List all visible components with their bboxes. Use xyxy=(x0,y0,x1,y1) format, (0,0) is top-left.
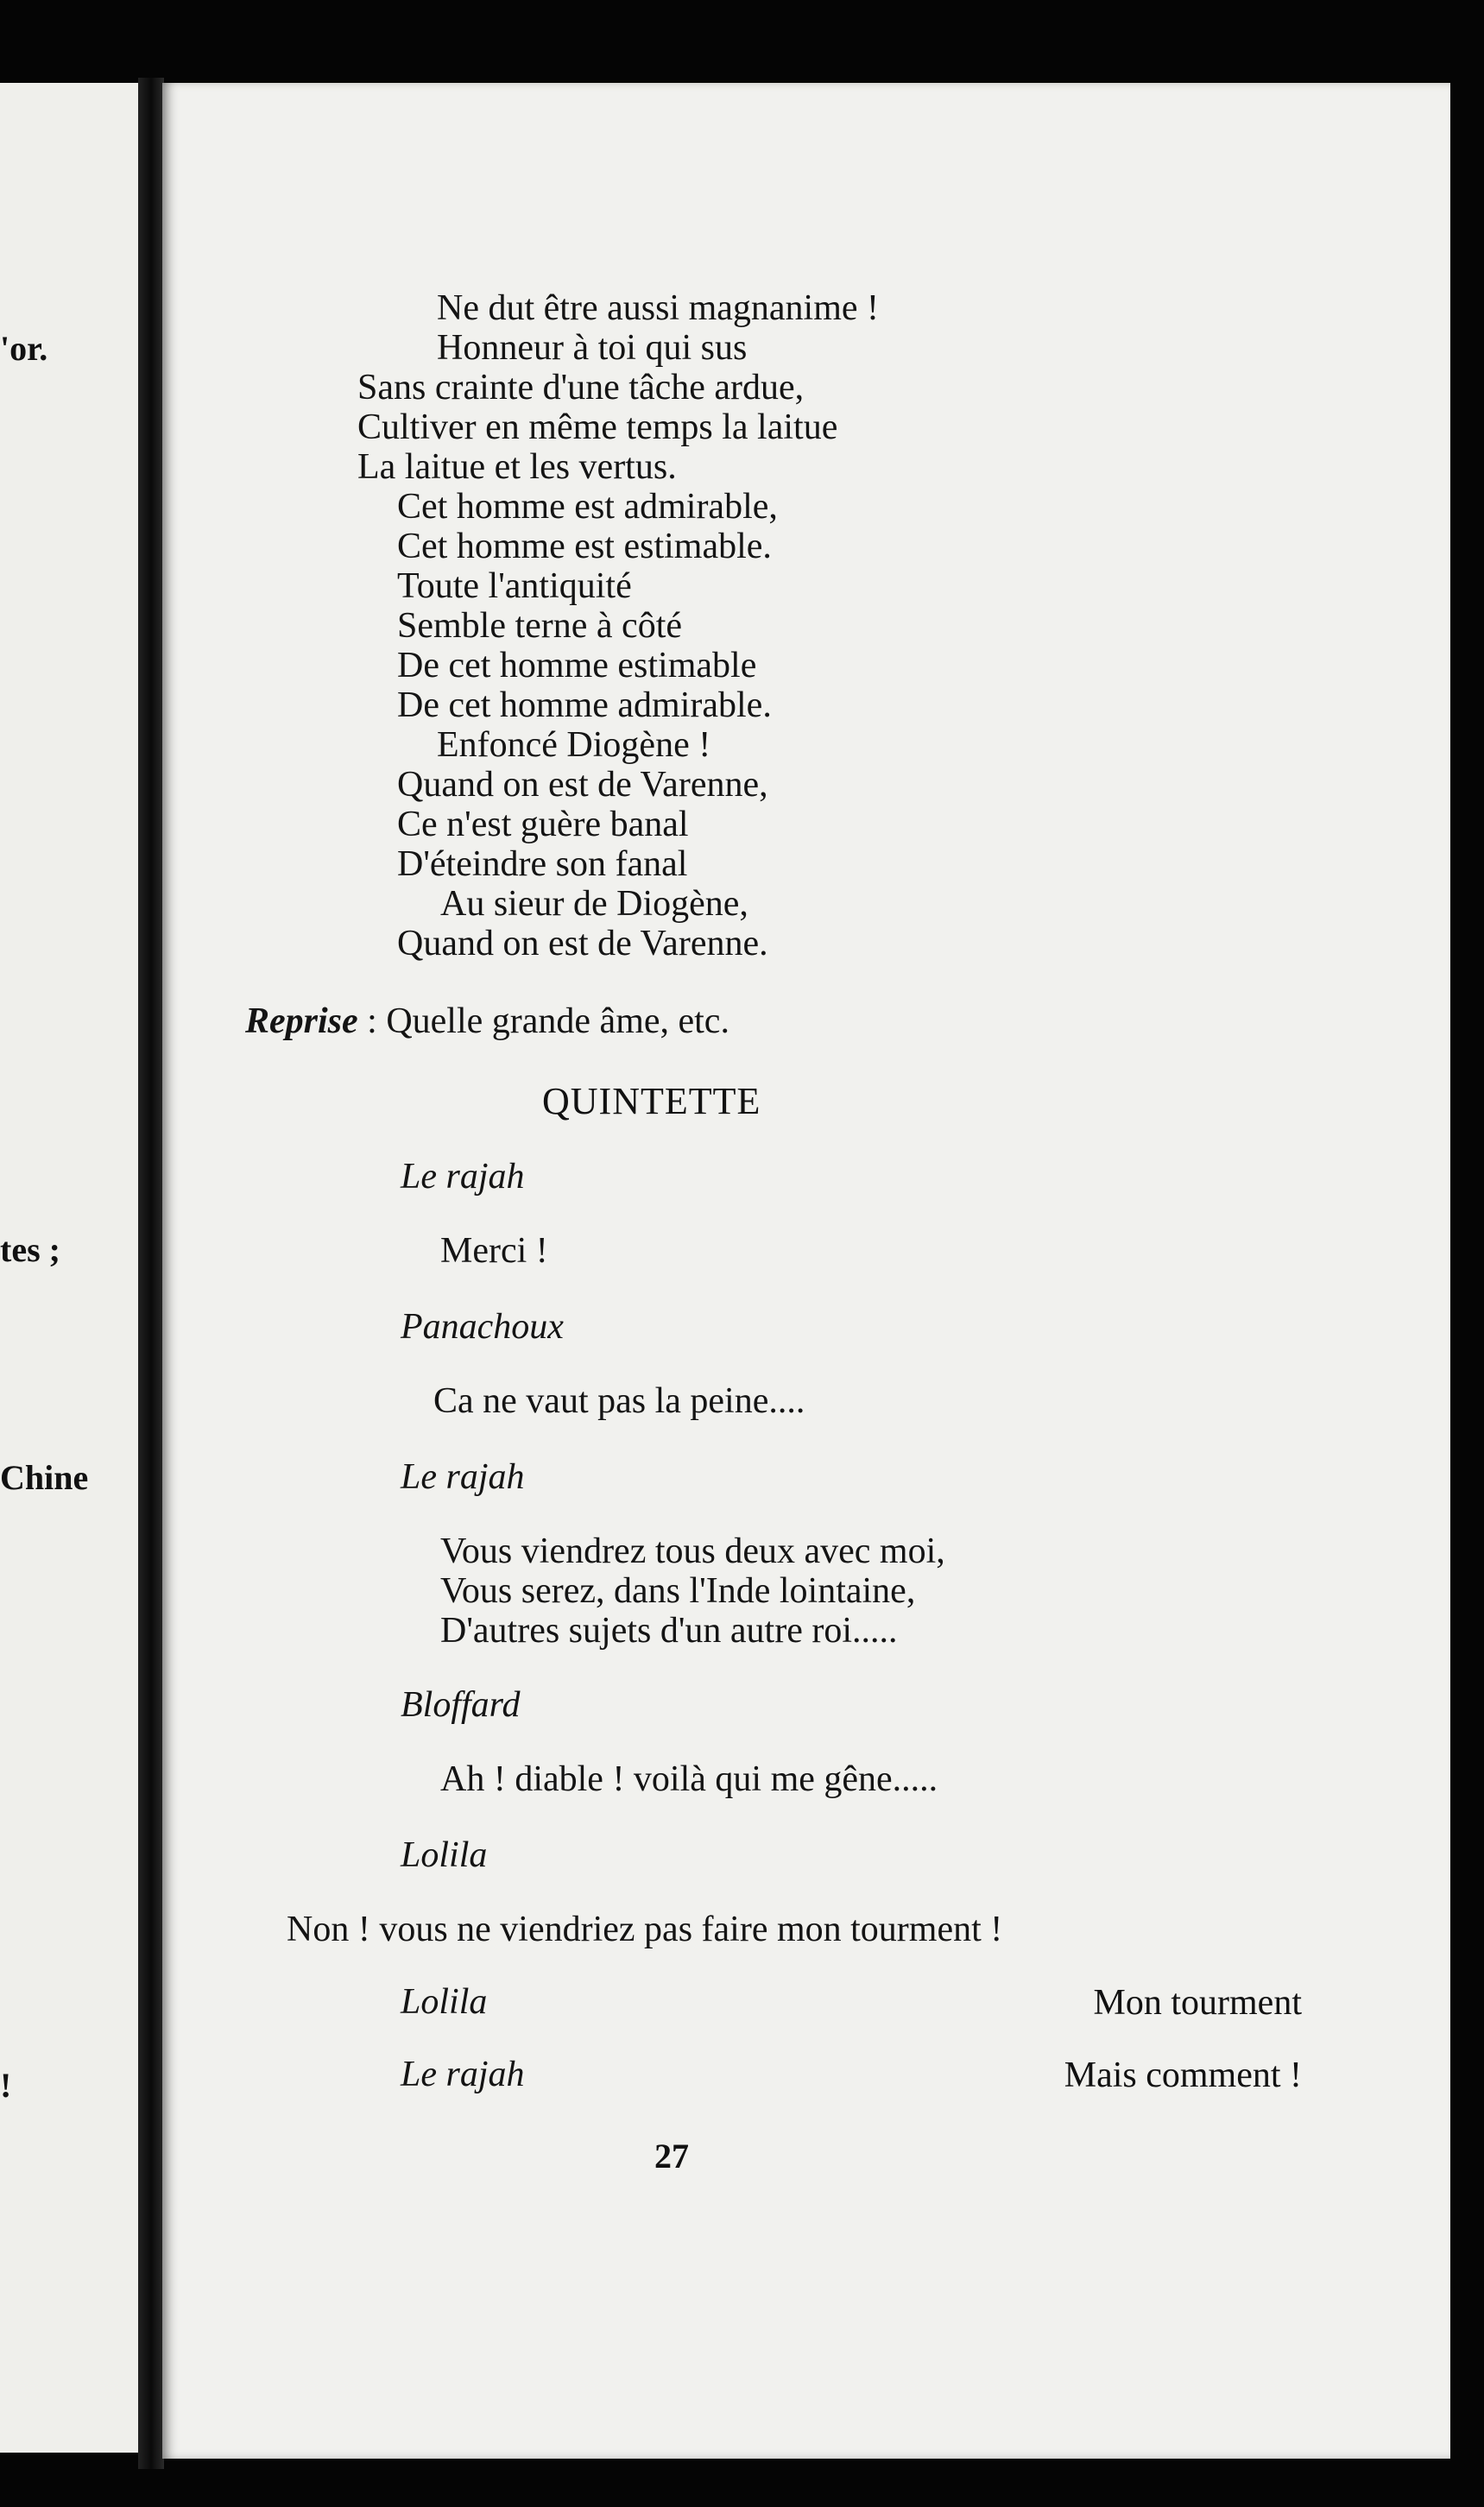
verse-line: Ne dut être aussi magnanime ! xyxy=(437,288,879,328)
speaker-name: Le rajah xyxy=(401,1457,525,1497)
verse-line: D'éteindre son fanal xyxy=(397,844,688,884)
verse-line: Enfoncé Diogène ! xyxy=(437,725,711,765)
dialogue-line: Mais comment ! xyxy=(1064,2055,1302,2095)
dialogue-line: Vous viendrez tous deux avec moi, xyxy=(440,1531,945,1571)
reprise-text: : Quelle grande âme, etc. xyxy=(367,1001,729,1041)
verse-line: Sans crainte d'une tâche ardue, xyxy=(357,368,805,407)
dialogue-line: Ca ne vaut pas la peine.... xyxy=(433,1381,805,1421)
dialogue-line: Non ! vous ne viendriez pas faire mon tourment ! xyxy=(287,1910,1003,1949)
prev-page-fragment: ! xyxy=(0,2066,12,2105)
prev-page-fragment: 'or. xyxy=(0,329,48,368)
speaker-name: Le rajah xyxy=(401,2055,525,2094)
reprise-label: Reprise xyxy=(245,1001,358,1041)
book-page xyxy=(162,83,1450,2459)
verse-line: La laitue et les vertus. xyxy=(357,447,677,487)
verse-line: Toute l'antiquité xyxy=(397,566,632,606)
speaker-name: Le rajah xyxy=(401,1157,525,1197)
verse-line: Honneur à toi qui sus xyxy=(437,328,748,368)
dialogue-line: D'autres sujets d'un autre roi..... xyxy=(440,1611,898,1651)
verse-line: Quand on est de Varenne, xyxy=(397,765,768,805)
page-number: 27 xyxy=(654,2137,689,2175)
verse-line: Quand on est de Varenne. xyxy=(397,924,768,963)
verse-line: Cultiver en même temps la laitue xyxy=(357,407,838,447)
verse-line: Semble terne à côté xyxy=(397,606,683,646)
book-gutter xyxy=(138,78,164,2469)
reprise-line xyxy=(245,1001,729,1041)
dialogue-line: Mon tourment xyxy=(1093,1983,1302,2023)
verse-line: Cet homme est estimable. xyxy=(397,527,772,566)
verse-line: De cet homme estimable xyxy=(397,646,757,685)
dialogue-line: Vous serez, dans l'Inde lointaine, xyxy=(440,1571,916,1611)
speaker-name: Panachoux xyxy=(401,1307,564,1347)
speaker-name: Lolila xyxy=(401,1982,488,2022)
prev-page-fragment: tes ; xyxy=(0,1230,60,1269)
dialogue-line: Merci ! xyxy=(440,1231,548,1271)
previous-page-strip xyxy=(0,83,138,2453)
section-heading: QUINTETTE xyxy=(542,1080,761,1122)
verse-line: De cet homme admirable. xyxy=(397,685,772,725)
prev-page-fragment: Chine xyxy=(0,1458,89,1497)
dialogue-line: Ah ! diable ! voilà qui me gêne..... xyxy=(440,1759,938,1799)
speaker-name: Lolila xyxy=(401,1835,488,1875)
verse-line: Cet homme est admirable, xyxy=(397,487,778,527)
verse-line: Au sieur de Diogène, xyxy=(440,884,748,924)
speaker-name: Bloffard xyxy=(401,1685,521,1725)
verse-line: Ce n'est guère banal xyxy=(397,805,689,844)
